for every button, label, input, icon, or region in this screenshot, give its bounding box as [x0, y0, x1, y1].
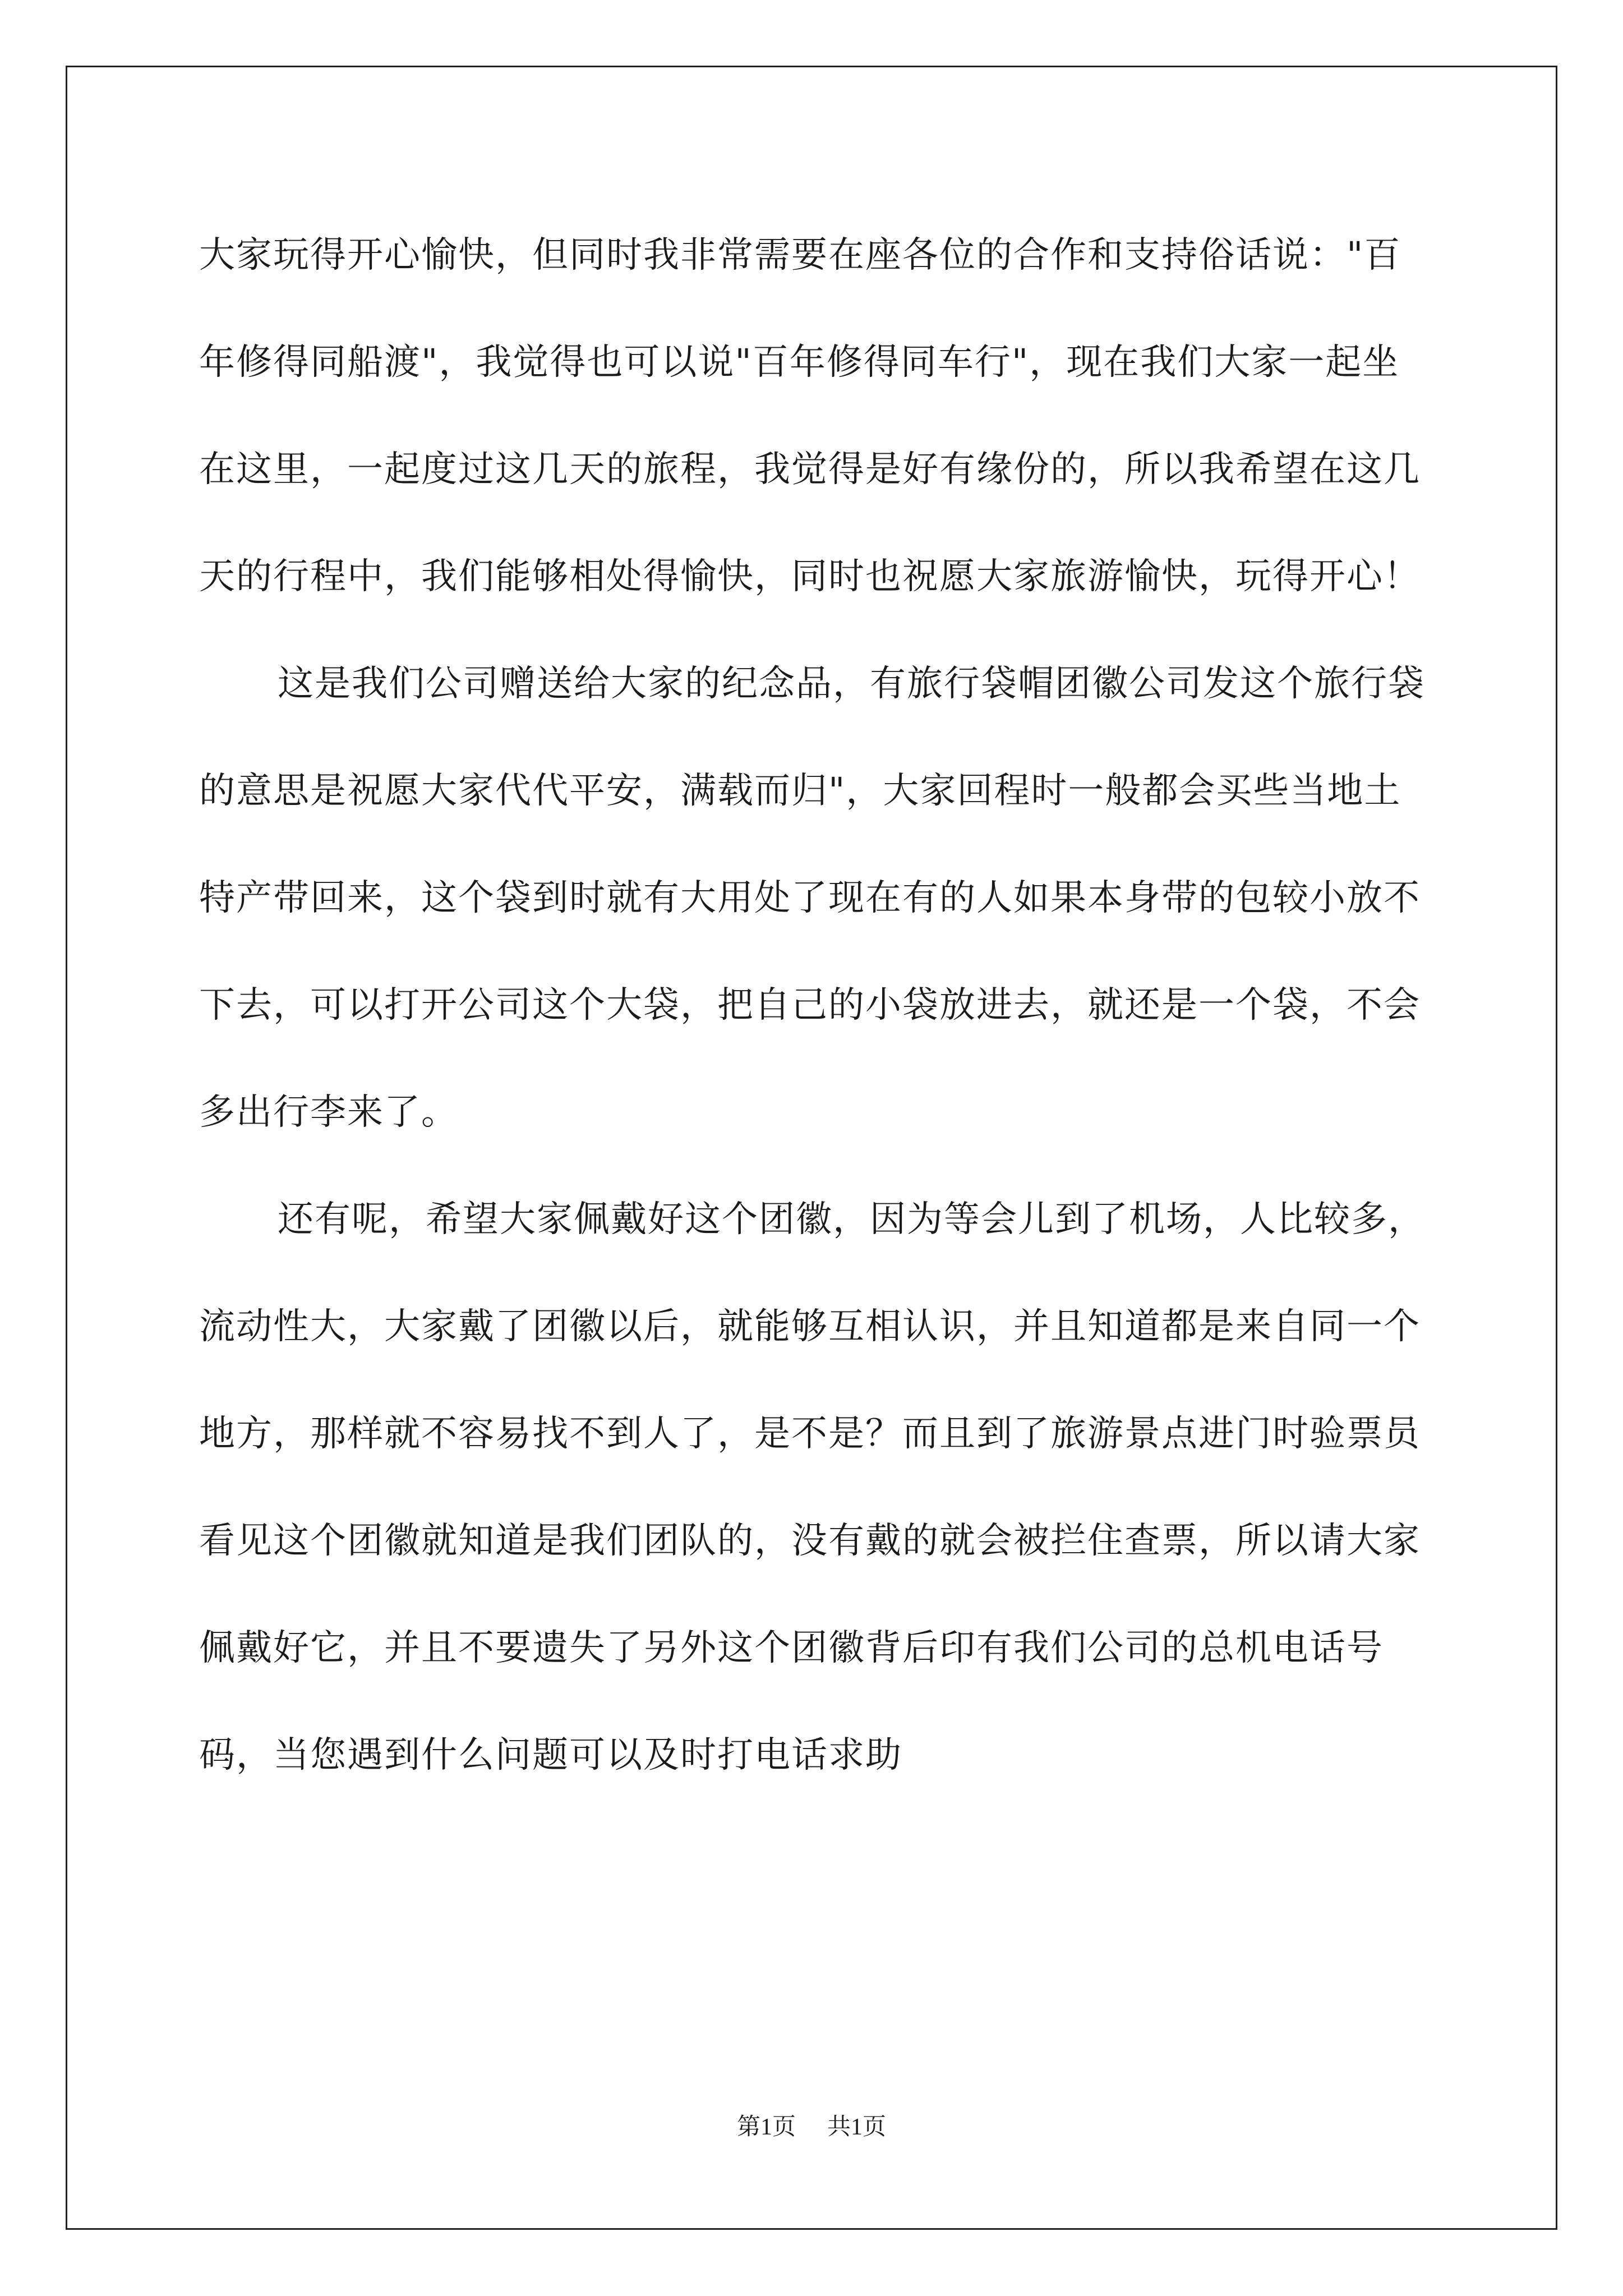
page-number-total: 共1页	[827, 2114, 887, 2140]
paragraph-1: 大家玩得开心愉快，但同时我非常需要在座各位的合作和支持俗话说："百年修得同船渡"，我觉得也可以说"百年修得同车行"，现在我们大家一起坐在这里，一起度过这几天的旅程，我觉得是好有缘份的，所以我希望在这几天的行程中，我们能够相处得愉快，同时也祝愿大家旅游愉快，玩得开心！	[199, 234, 1421, 597]
paragraph-3: 还有呢，希望大家佩戴好这个团徽，因为等会儿到了机场，人比较多，流动性大，大家戴了团徽以后，就能够互相认识，并且知道都是来自同一个地方，那样就不容易找不到人了，是不是？而且到了旅游景点进门时验票员看见这个团徽就知道是我们团队的，没有戴的就会被拦住查票，所以请大家佩戴好它，并且不要遗失了另外这个团徽背后印有我们公司的总机电话号码，当您遇到什么问题可以及时打电话求助	[199, 1199, 1425, 1776]
page-footer	[0, 2110, 1623, 2144]
paragraph-2: 这是我们公司赠送给大家的纪念品，有旅行袋帽团徽公司发这个旅行袋的意思是祝愿大家代代平安，满载而归"，大家回程时一般都会买些当地土特产带回来，这个袋到时就有大用处了现在有的人如果本身带的包较小放不下去，可以打开公司这个大袋，把自己的小袋放进去，就还是一个袋，不会多出行李来了。	[199, 663, 1425, 1133]
document-body	[199, 202, 1430, 1809]
page-number-current: 第1页	[736, 2114, 796, 2140]
